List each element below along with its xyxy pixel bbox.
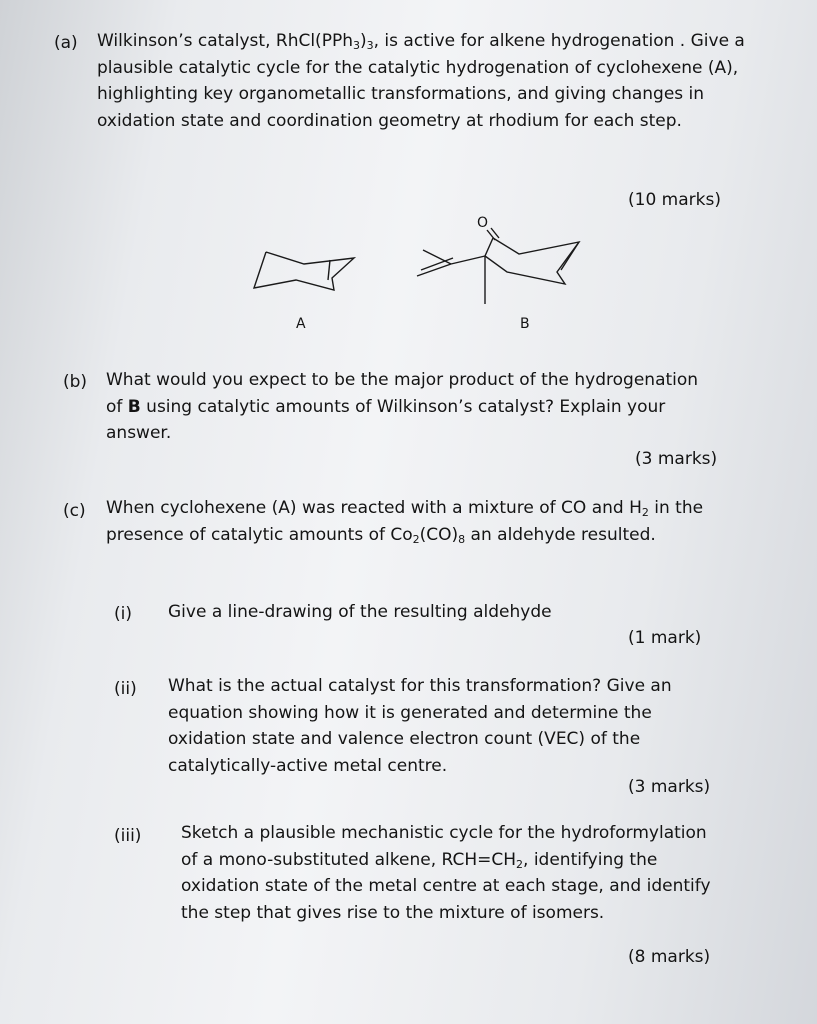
oxygen-atom-label: O bbox=[477, 215, 489, 231]
part-b-question: What would you expect to be the major product of the hydrogenation of B using catalytic amounts of Wilkinson’s catalyst? Explain your answer. bbox=[106, 370, 699, 443]
cyclohexene-structure-a bbox=[240, 240, 370, 300]
part-c-ii-question: What is the actual catalyst for this transformation? Give an equation showing how it is generated and determine the oxidation state and valence electron count (VEC) of the catalytically-active metal centre. bbox=[168, 676, 672, 776]
part-c-label: (c) bbox=[63, 501, 86, 521]
part-c-iii-question: Sketch a plausible mechanistic cycle for the hydroformylation of a mono-substituted alkene, $RCH=CH_2$, identifying the oxidation state of the metal centre at each stage, and identify the step that gives rise to the mixture of isomers. bbox=[181, 823, 711, 923]
part-c-i-marks: (1 mark) bbox=[628, 628, 702, 648]
molecule-a-label: A bbox=[296, 316, 306, 332]
part-c-question: When cyclohexene (A) was reacted with a mixture of CO and $H_2$ in the presence of catalytic amounts of $Co_2(CO)_8$ an aldehyde resulted. bbox=[106, 498, 704, 546]
part-c-i-question: Give a line-drawing of the resulting aldehyde bbox=[168, 602, 552, 622]
molecule-b-label: B bbox=[520, 316, 530, 332]
structure-b bbox=[395, 210, 605, 310]
part-a-label: (a) bbox=[54, 33, 78, 53]
part-b-label: (b) bbox=[63, 372, 88, 392]
ring-b-bonds bbox=[485, 238, 579, 284]
vinyl-methyl-bond bbox=[423, 250, 451, 264]
part-a-marks: (10 marks) bbox=[628, 190, 721, 210]
isopropenyl-bond bbox=[451, 256, 485, 264]
ring-a-bonds bbox=[254, 252, 354, 290]
part-a-question: Wilkinson’s catalyst, $RhCl(PPh_3)_3$, is active for alkene hydrogenation . Give a plausible catalytic cycle for the catalytic hydrogenation of cyclohexene (A), highlighting key organometallic transformations, and giving changes in oxidation state and coordination geometry at rhodium for each step. bbox=[97, 31, 745, 131]
part-b-marks: (3 marks) bbox=[635, 449, 718, 469]
part-c-ii-label: (ii) bbox=[114, 679, 137, 699]
part-c-i-label: (i) bbox=[114, 604, 132, 624]
part-c-iii-marks: (8 marks) bbox=[628, 947, 711, 967]
ring-b-inner-bond bbox=[561, 242, 579, 270]
part-c-iii-label: (iii) bbox=[114, 826, 142, 846]
ring-a-double-bond bbox=[328, 260, 330, 280]
part-c-ii-marks: (3 marks) bbox=[628, 777, 711, 797]
